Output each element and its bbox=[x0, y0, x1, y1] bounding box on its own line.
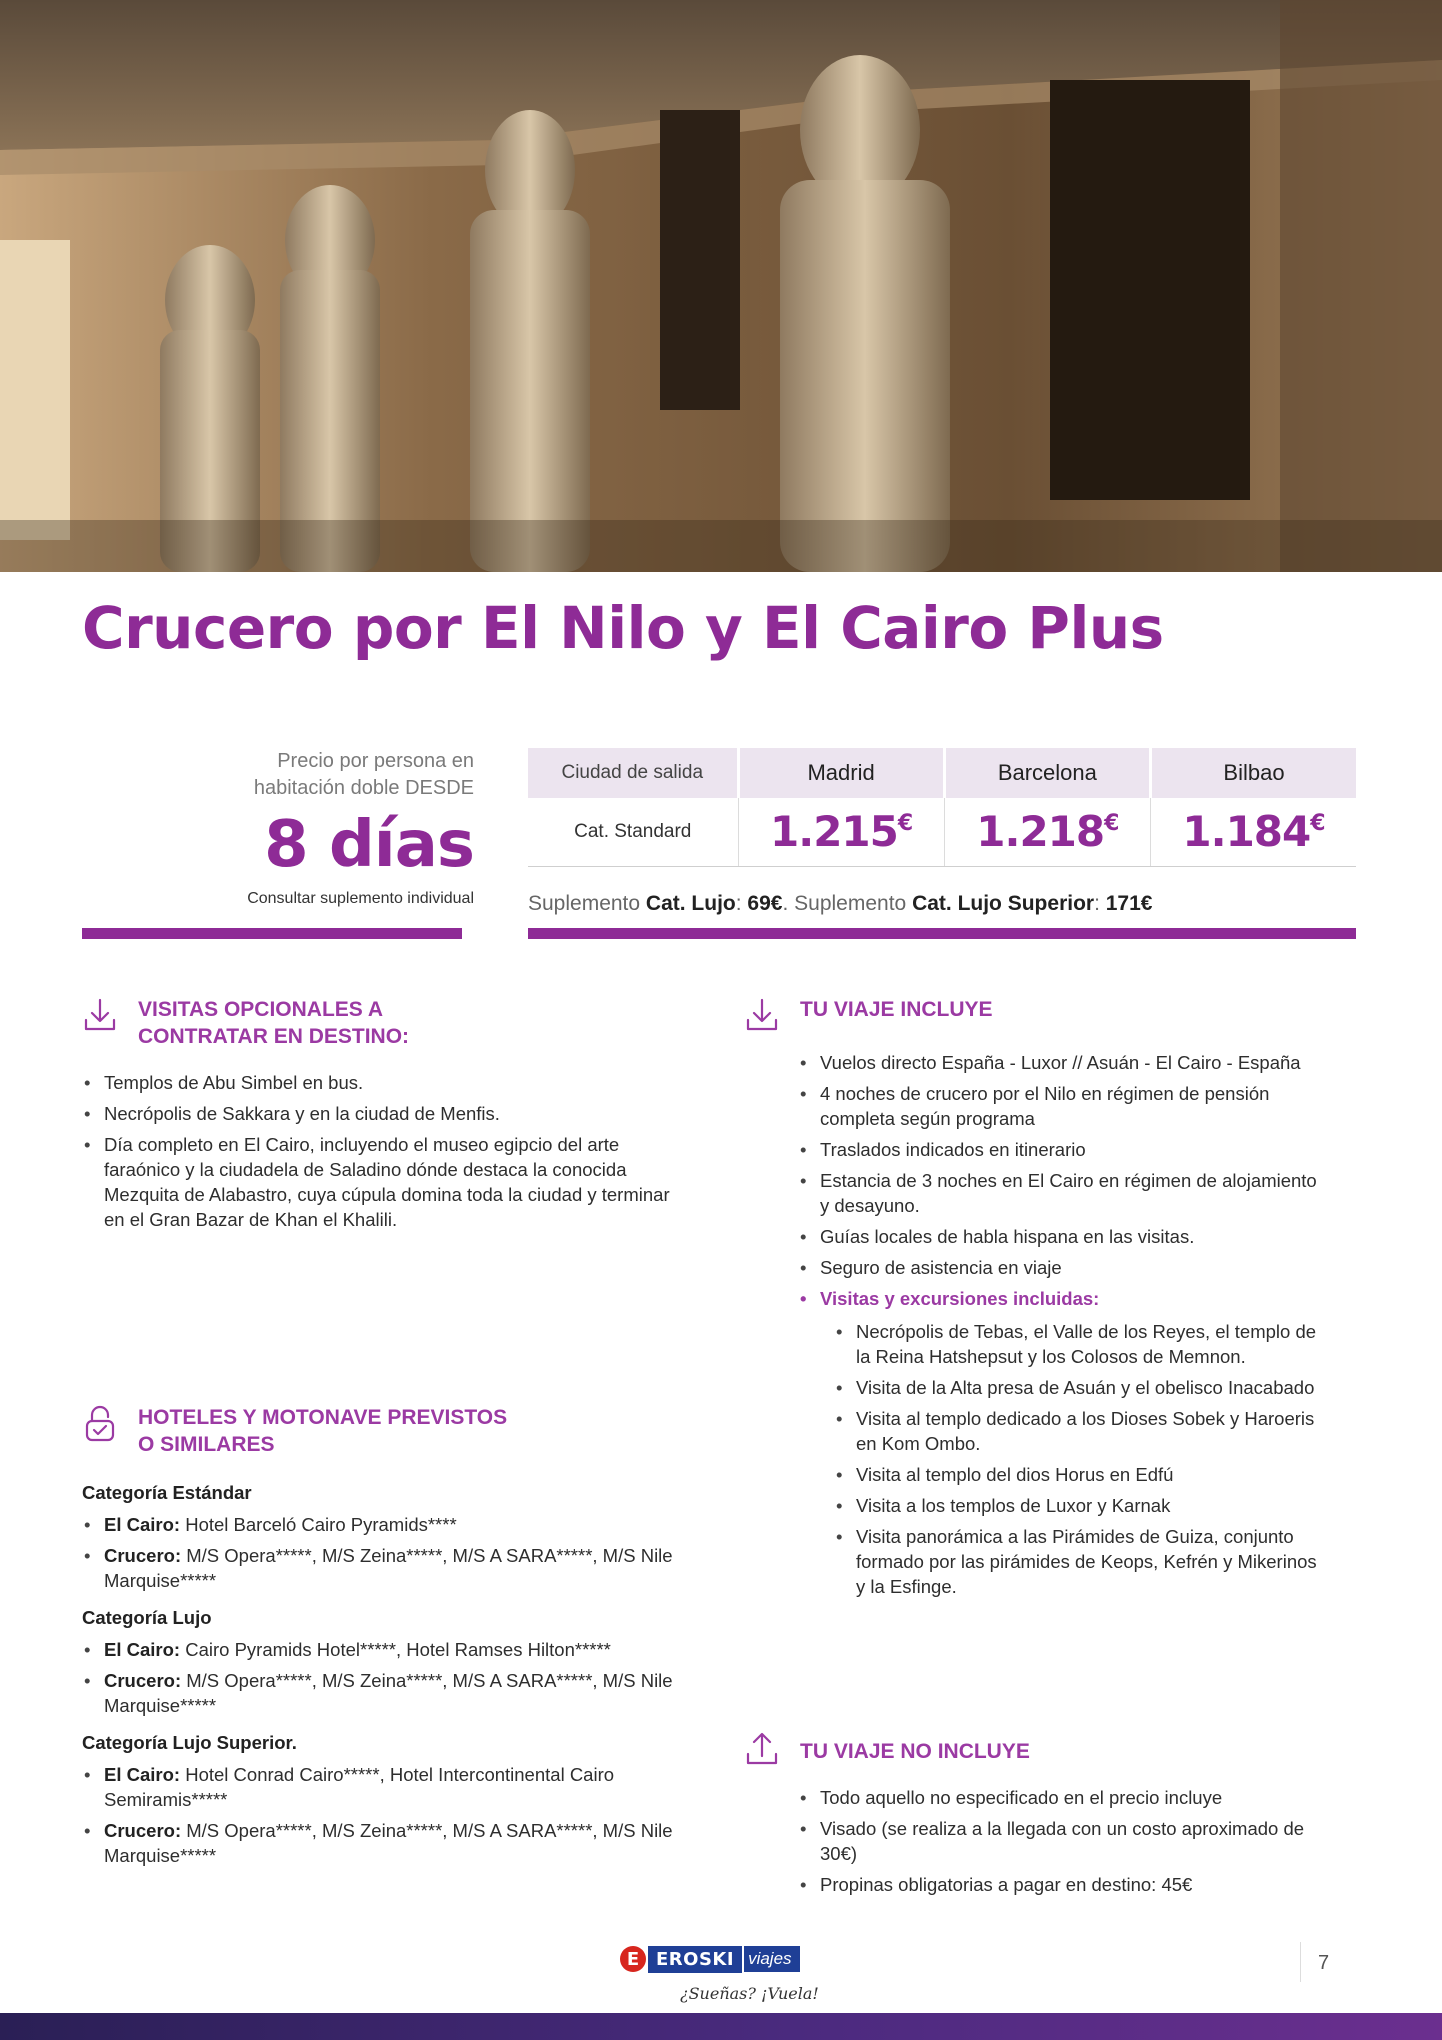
list-item: • Seguro de asistencia en viaje bbox=[798, 1255, 1318, 1280]
list-item: • Traslados indicados en itinerario bbox=[798, 1137, 1318, 1162]
included-visits-item bbox=[798, 1286, 1318, 1599]
category-title-lujo-superior: Categoría Lujo Superior. bbox=[82, 1732, 297, 1753]
excludes-list bbox=[798, 1785, 1318, 1903]
hotel-list-lujo bbox=[82, 1637, 702, 1718]
download-icon bbox=[744, 996, 780, 1036]
divider-bar-right bbox=[528, 928, 1356, 939]
download-icon bbox=[82, 996, 118, 1036]
list-item: • Crucero: M/S Opera*****, M/S Zeina*****, M/S A SARA*****, M/S Nile Marquise***** bbox=[82, 1668, 702, 1718]
included-visits-title: Visitas y excursiones incluidas: bbox=[820, 1288, 1100, 1309]
list-item: • Templos de Abu Simbel en bus. bbox=[82, 1070, 682, 1095]
page-number: 7 bbox=[1318, 1952, 1330, 1974]
city-barcelona: Barcelona bbox=[944, 748, 1150, 798]
hotel-list-lujo-superior bbox=[82, 1762, 702, 1868]
logo-brand-name: EROSKI bbox=[648, 1946, 742, 1973]
list-item: • Visado (se realiza a la llegada con un costo aproximado de 30€) bbox=[798, 1816, 1318, 1866]
list-item: • Crucero: M/S Opera*****, M/S Zeina*****, M/S A SARA*****, M/S Nile Marquise***** bbox=[82, 1543, 702, 1593]
hotel-list-standard bbox=[82, 1512, 702, 1593]
logo-e-mark: E bbox=[620, 1946, 646, 1972]
city-bilbao: Bilbao bbox=[1150, 748, 1356, 798]
list-item: • Todo aquello no especificado en el precio incluye bbox=[798, 1785, 1318, 1810]
excludes-title: TU VIAJE NO INCLUYE bbox=[800, 1740, 1030, 1763]
category-title-standard: Categoría Estándar bbox=[82, 1482, 252, 1503]
bottom-color-band bbox=[0, 2013, 1442, 2040]
list-item: • Visita de la Alta presa de Asuán y el obelisco Inacabado bbox=[834, 1375, 1318, 1400]
list-item: • Necrópolis de Sakkara y en la ciudad de Menfis. bbox=[82, 1101, 682, 1126]
eroski-viajes-logo bbox=[620, 1944, 830, 2003]
price-table bbox=[528, 748, 1356, 867]
list-item: • Crucero: M/S Opera*****, M/S Zeina*****, M/S A SARA*****, M/S Nile Marquise***** bbox=[82, 1818, 702, 1868]
price-barcelona: 1.218€ bbox=[976, 807, 1119, 857]
price-cell-barcelona bbox=[944, 798, 1150, 866]
list-item: • 4 noches de crucero por el Nilo en régimen de pensión completa según programa bbox=[798, 1081, 1318, 1131]
logo-slogan: ¿Sueñas? ¡Vuela! bbox=[680, 1984, 819, 2003]
list-item: • Visita al templo del dios Horus en Edfú bbox=[834, 1462, 1318, 1487]
category-supplements: Suplemento Cat. Lujo: 69€. Suplemento Cat. Lujo Superior: 171€ bbox=[528, 892, 1153, 915]
list-item: • Visita panorámica a las Pirámides de Guiza, conjunto formado por las pirámides de Keops, Kefrén y Mikerinos y la Esfinge. bbox=[834, 1524, 1318, 1599]
list-item: • Necrópolis de Tebas, el Valle de los Reyes, el templo de la Reina Hatshepsut y los Colosos de Memnon. bbox=[834, 1319, 1318, 1369]
included-visits-list bbox=[834, 1319, 1318, 1599]
lock-check-icon bbox=[82, 1404, 118, 1444]
price-bilbao: 1.184€ bbox=[1182, 807, 1325, 857]
price-summary bbox=[82, 748, 474, 908]
single-supplement-note: Consultar suplemento individual bbox=[247, 890, 474, 907]
list-item: • Guías locales de habla hispana en las visitas. bbox=[798, 1224, 1318, 1249]
excludes-heading bbox=[744, 1730, 1030, 1770]
list-item: • Propinas obligatorias a pagar en destino: 45€ bbox=[798, 1872, 1318, 1897]
divider-bar-left bbox=[82, 928, 462, 939]
price-madrid: 1.215€ bbox=[770, 807, 913, 857]
trip-duration: 8 días bbox=[264, 808, 474, 882]
logo-badge bbox=[620, 1944, 830, 1974]
logo-viajes: viajes bbox=[744, 1946, 799, 1972]
upload-icon bbox=[744, 1730, 780, 1770]
optional-visits-title-line1: VISITAS OPCIONALES A bbox=[138, 998, 384, 1021]
city-madrid: Madrid bbox=[738, 748, 944, 798]
list-item: • Día completo en El Cairo, incluyendo el museo egipcio del arte faraónico y la ciudadela de Saladino dónde destaca la conocida Mezquita de Alabastro, cuya cúpula domina toda la ciudad y terminar en el Gran Bazar de Khan el Khalili. bbox=[82, 1132, 682, 1232]
hero-photo bbox=[0, 0, 1442, 572]
price-table-row-standard bbox=[528, 798, 1356, 866]
page-title: Crucero por El Nilo y El Cairo Plus bbox=[82, 594, 1164, 662]
optional-visits-list bbox=[82, 1070, 682, 1238]
list-item: • Visita a los templos de Luxor y Karnak bbox=[834, 1493, 1318, 1518]
list-item: • El Cairo: Hotel Barceló Cairo Pyramids**** bbox=[82, 1512, 702, 1537]
list-item: • El Cairo: Hotel Conrad Cairo*****, Hotel Intercontinental Cairo Semiramis***** bbox=[82, 1762, 702, 1812]
list-item: • Vuelos directo España - Luxor // Asuán - El Cairo - España bbox=[798, 1050, 1318, 1075]
hotels-heading bbox=[82, 1404, 507, 1458]
price-table-header-row bbox=[528, 748, 1356, 798]
list-item: • El Cairo: Cairo Pyramids Hotel*****, Hotel Ramses Hilton***** bbox=[82, 1637, 702, 1662]
price-cell-madrid bbox=[738, 798, 944, 866]
price-caption-line2: habitación doble DESDE bbox=[253, 777, 474, 799]
hotels-title-line1: HOTELES Y MOTONAVE PREVISTOS bbox=[138, 1406, 508, 1429]
category-standard-label: Cat. Standard bbox=[528, 798, 738, 866]
category-title-lujo: Categoría Lujo bbox=[82, 1607, 212, 1628]
list-item: • Visita al templo dedicado a los Dioses Sobek y Haroeris en Kom Ombo. bbox=[834, 1406, 1318, 1456]
includes-title: TU VIAJE INCLUYE bbox=[800, 998, 993, 1021]
includes-heading bbox=[744, 996, 993, 1036]
hotels-title-line2: O SIMILARES bbox=[138, 1433, 275, 1456]
optional-visits-heading bbox=[82, 996, 409, 1050]
list-item: • Estancia de 3 noches en El Cairo en régimen de alojamiento y desayuno. bbox=[798, 1168, 1318, 1218]
price-caption-line1: Precio por persona en bbox=[277, 750, 474, 772]
optional-visits-title-line2: CONTRATAR EN DESTINO: bbox=[138, 1025, 410, 1048]
price-cell-bilbao bbox=[1150, 798, 1356, 866]
includes-list bbox=[798, 1050, 1318, 1605]
departure-city-header: Ciudad de salida bbox=[528, 748, 738, 798]
hotels-section bbox=[82, 1482, 702, 1874]
page-number-divider bbox=[1300, 1942, 1301, 1982]
